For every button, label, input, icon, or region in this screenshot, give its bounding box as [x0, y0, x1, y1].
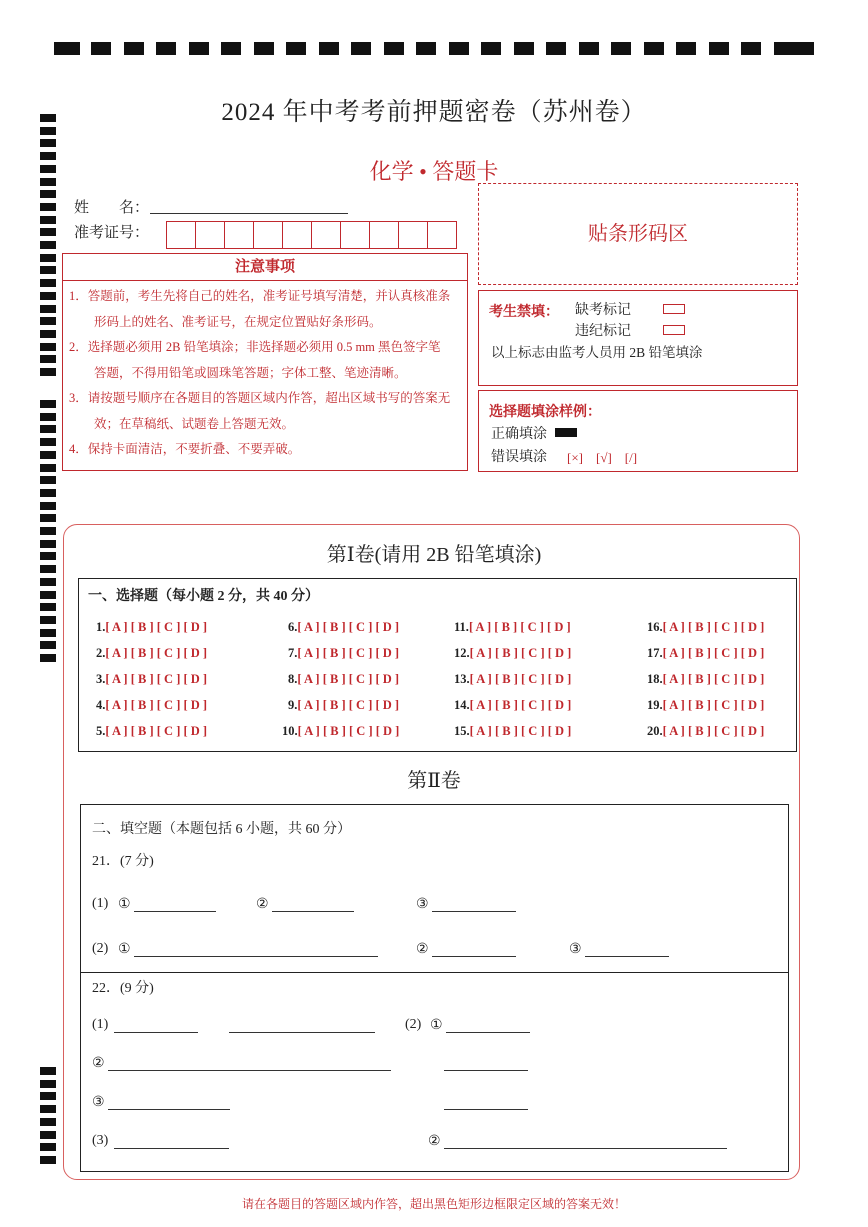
question-number: 20. [647, 724, 663, 738]
q22-part1-label: (1) [92, 1017, 109, 1032]
alignment-mark [351, 42, 371, 55]
question-divider [80, 972, 789, 973]
alignment-mark [40, 451, 56, 459]
circle-2: ② [256, 897, 269, 912]
alignment-mark [40, 216, 56, 224]
answer-line[interactable] [432, 956, 516, 957]
part2-title: 第Ⅱ卷 [407, 770, 461, 792]
alignment-mark [40, 343, 56, 351]
answer-options[interactable]: [ A ] [ B ] [ C ] [ D ] [469, 672, 572, 686]
question-number: 12. [454, 646, 470, 660]
answer-options[interactable]: [ A ] [ B ] [ C ] [ D ] [662, 724, 765, 738]
alignment-mark [40, 641, 56, 649]
fill-blank-box [80, 804, 789, 1172]
alignment-mark [40, 400, 56, 408]
notice-item: 2．选择题必须用 2B 铅笔填涂；非选择题必须用 0.5 mm 黑色签字笔 [69, 340, 441, 354]
name-field[interactable] [150, 213, 348, 214]
answer-line[interactable] [108, 1109, 230, 1110]
answer-line[interactable] [134, 956, 378, 957]
choice-question[interactable] [647, 698, 764, 713]
wrong-fill-marks: [×] [√] [/] [567, 450, 638, 465]
footer-warning: 请在各题目的答题区域内作答，超出黑色矩形边框限定区域的答案无效！ [241, 1197, 626, 1211]
q22-label: 22．(9 分) [92, 981, 154, 996]
alignment-mark [40, 228, 56, 236]
alignment-mark [40, 279, 56, 287]
alignment-mark [788, 42, 814, 55]
top-alignment-marks [54, 42, 814, 56]
question-number: 7. [288, 646, 298, 660]
answer-line[interactable] [229, 1032, 375, 1033]
choice-question[interactable] [96, 620, 207, 635]
alignment-mark [40, 317, 56, 325]
choice-question[interactable] [288, 646, 399, 661]
question-number: 5. [96, 724, 106, 738]
answer-options[interactable]: [ A ] [ B ] [ C ] [ D ] [105, 724, 208, 738]
alignment-mark [40, 368, 56, 376]
question-number: 2. [96, 646, 106, 660]
q21-part1-label: (1) [92, 896, 109, 911]
alignment-mark [40, 305, 56, 313]
choice-question[interactable] [647, 724, 764, 739]
answer-line[interactable] [108, 1070, 391, 1071]
alignment-mark [40, 591, 56, 599]
alignment-mark [611, 42, 631, 55]
answer-line[interactable] [134, 911, 216, 912]
fill-sample-label: 选择题填涂样例： [489, 405, 601, 420]
part1-title: 第Ⅰ卷(请用 2B 铅笔填涂) [326, 544, 542, 566]
circle-3: ③ [569, 942, 582, 957]
choice-question[interactable] [647, 620, 764, 635]
alignment-mark [40, 654, 56, 662]
alignment-mark [40, 241, 56, 249]
answer-options[interactable]: [ A ] [ B ] [ C ] [ D ] [469, 646, 572, 660]
alignment-mark [189, 42, 209, 55]
alignment-mark [40, 1067, 56, 1075]
circle-2: ② [416, 942, 429, 957]
alignment-mark [579, 42, 599, 55]
choice-question[interactable] [454, 646, 571, 661]
id-number-boxes[interactable] [166, 221, 457, 249]
circle-3: ③ [416, 897, 429, 912]
answer-options[interactable]: [ A ] [ B ] [ C ] [ D ] [297, 698, 400, 712]
alignment-mark [40, 1092, 56, 1100]
alignment-mark [156, 42, 176, 55]
answer-options[interactable]: [ A ] [ B ] [ C ] [ D ] [105, 698, 208, 712]
alignment-mark [40, 1080, 56, 1088]
question-number: 11. [454, 620, 469, 634]
q22-part2-label: (2) [405, 1017, 422, 1032]
choice-question[interactable] [454, 724, 571, 739]
alignment-mark [40, 190, 56, 198]
answer-line[interactable] [444, 1148, 727, 1149]
alignment-mark [40, 266, 56, 274]
circle-1: ① [118, 942, 131, 957]
alignment-mark [124, 42, 144, 55]
choice-question[interactable] [647, 672, 764, 687]
fill-sample-box [478, 390, 798, 472]
choice-section-heading: 一、选择题（每小题 2 分，共 40 分） [88, 589, 319, 604]
alignment-mark [40, 476, 56, 484]
notice-item: 4．保持卡面清洁，不要折叠、不要弄破。 [69, 442, 301, 456]
forbidden-label: 考生禁填： [489, 305, 559, 320]
alignment-mark [676, 42, 696, 55]
alignment-mark [221, 42, 241, 55]
q21-label: 21．(7 分) [92, 854, 154, 869]
answer-options[interactable]: [ A ] [ B ] [ C ] [ D ] [468, 620, 571, 634]
choice-question[interactable] [288, 672, 399, 687]
alignment-mark [40, 139, 56, 147]
choice-question[interactable] [454, 620, 571, 635]
alignment-mark [40, 1143, 56, 1151]
id-label: 准考证号： [74, 225, 150, 241]
answer-options[interactable]: [ A ] [ B ] [ C ] [ D ] [105, 672, 208, 686]
alignment-mark [40, 438, 56, 446]
question-number: 4. [96, 698, 106, 712]
alignment-mark [319, 42, 339, 55]
alignment-mark [40, 1131, 56, 1139]
circle-1: ① [430, 1018, 443, 1033]
choice-question[interactable] [96, 724, 207, 739]
alignment-mark [449, 42, 469, 55]
question-number: 17. [647, 646, 663, 660]
alignment-mark [91, 42, 111, 55]
alignment-mark [481, 42, 501, 55]
choice-question[interactable] [454, 698, 571, 713]
circle-1: ① [118, 897, 131, 912]
answer-options[interactable]: [ A ] [ B ] [ C ] [ D ] [662, 698, 765, 712]
alignment-mark [644, 42, 664, 55]
alignment-mark [741, 42, 761, 55]
question-number: 19. [647, 698, 663, 712]
question-number: 10. [282, 724, 298, 738]
alignment-mark [40, 527, 56, 535]
notice-box [62, 253, 468, 471]
question-number: 8. [288, 672, 298, 686]
forbidden-note: 以上标志由监考人员用 2B 铅笔填涂 [491, 345, 703, 360]
answer-options[interactable]: [ A ] [ B ] [ C ] [ D ] [297, 724, 400, 738]
answer-options[interactable]: [ A ] [ B ] [ C ] [ D ] [662, 646, 765, 660]
answer-line[interactable] [432, 911, 516, 912]
question-number: 18. [647, 672, 663, 686]
choice-question[interactable] [647, 646, 764, 661]
answer-options[interactable]: [ A ] [ B ] [ C ] [ D ] [469, 724, 572, 738]
q22-part3-label: (3) [92, 1133, 109, 1148]
notice-item: 形码上的姓名、准考证号，在规定位置贴好条形码。 [69, 315, 382, 329]
answer-options[interactable]: [ A ] [ B ] [ C ] [ D ] [297, 620, 400, 634]
choice-question[interactable] [282, 724, 399, 739]
choice-question[interactable] [96, 672, 207, 687]
choice-question[interactable] [288, 698, 399, 713]
alignment-mark [416, 42, 436, 55]
answer-options[interactable]: [ A ] [ B ] [ C ] [ D ] [297, 646, 400, 660]
alignment-mark [40, 489, 56, 497]
question-number: 1. [96, 620, 106, 634]
absent-mark-box[interactable] [663, 304, 685, 314]
q21-part2-label: (2) [92, 941, 109, 956]
answer-options[interactable]: [ A ] [ B ] [ C ] [ D ] [105, 620, 208, 634]
alignment-mark [40, 629, 56, 637]
answer-line[interactable] [444, 1109, 528, 1110]
question-number: 15. [454, 724, 470, 738]
answer-line[interactable] [446, 1032, 530, 1033]
name-label: 姓 名： [74, 200, 150, 216]
choice-question[interactable] [454, 672, 571, 687]
alignment-mark [40, 514, 56, 522]
circle-2: ② [92, 1056, 105, 1071]
alignment-mark [40, 464, 56, 472]
alignment-mark [254, 42, 274, 55]
alignment-mark [40, 1118, 56, 1126]
alignment-mark [40, 425, 56, 433]
fill-blank-heading: 二、填空题（本题包括 6 小题，共 60 分） [92, 822, 351, 837]
correct-fill-label: 正确填涂 [491, 427, 547, 442]
choice-question[interactable] [288, 620, 399, 635]
alignment-mark [40, 330, 56, 338]
violation-label: 违纪标记 [575, 324, 631, 339]
alignment-mark [40, 254, 56, 262]
circle-2: ② [428, 1134, 441, 1149]
question-number: 13. [454, 672, 470, 686]
page-title: 2024 年中考考前押题密卷（苏州卷） [221, 99, 647, 126]
circle-3: ③ [92, 1095, 105, 1110]
choice-question[interactable] [96, 646, 207, 661]
answer-options[interactable]: [ A ] [ B ] [ C ] [ D ] [469, 698, 572, 712]
alignment-mark [709, 42, 729, 55]
alignment-mark [40, 292, 56, 300]
answer-options[interactable]: [ A ] [ B ] [ C ] [ D ] [662, 620, 765, 634]
notice-item: 3．请按题号顺序在各题目的答题区域内作答，超出区域书写的答案无 [69, 391, 451, 405]
question-number: 16. [647, 620, 663, 634]
barcode-area: 贴条形码区 [478, 183, 798, 285]
answer-options[interactable]: [ A ] [ B ] [ C ] [ D ] [662, 672, 765, 686]
answer-line[interactable] [272, 911, 354, 912]
alignment-mark [40, 203, 56, 211]
alignment-mark [546, 42, 566, 55]
notice-item: 1．答题前，考生先将自己的姓名，准考证号填写清楚，并认真核准条 [69, 289, 451, 303]
notice-item: 答题，不得用铅笔或圆珠笔答题；字体工整、笔迹清晰。 [69, 366, 407, 380]
absent-label: 缺考标记 [575, 303, 631, 318]
answer-line[interactable] [114, 1148, 229, 1149]
alignment-mark [514, 42, 534, 55]
question-number: 9. [288, 698, 298, 712]
notice-item: 效；在草稿纸、试题卷上答题无效。 [69, 417, 295, 431]
choice-question[interactable] [96, 698, 207, 713]
answer-line[interactable] [114, 1032, 198, 1033]
alignment-mark [40, 578, 56, 586]
alignment-mark [40, 603, 56, 611]
correct-fill-mark [555, 428, 577, 437]
alignment-mark [40, 413, 56, 421]
page-subtitle: 化学 • 答题卡 [369, 159, 499, 184]
answer-line[interactable] [585, 956, 669, 957]
alignment-mark [40, 502, 56, 510]
question-number: 14. [454, 698, 470, 712]
answer-line[interactable] [444, 1070, 528, 1071]
alignment-mark [286, 42, 306, 55]
wrong-fill-label: 错误填涂 [491, 450, 547, 465]
violation-mark-box[interactable] [663, 325, 685, 335]
answer-options[interactable]: [ A ] [ B ] [ C ] [ D ] [105, 646, 208, 660]
answer-options[interactable]: [ A ] [ B ] [ C ] [ D ] [297, 672, 400, 686]
alignment-mark [40, 1105, 56, 1113]
alignment-mark [384, 42, 404, 55]
alignment-mark [40, 616, 56, 624]
question-number: 3. [96, 672, 106, 686]
alignment-mark [40, 1156, 56, 1164]
question-number: 6. [288, 620, 298, 634]
forbidden-box [478, 290, 798, 386]
notice-heading: 注意事项 [63, 254, 467, 281]
alignment-mark [40, 355, 56, 363]
